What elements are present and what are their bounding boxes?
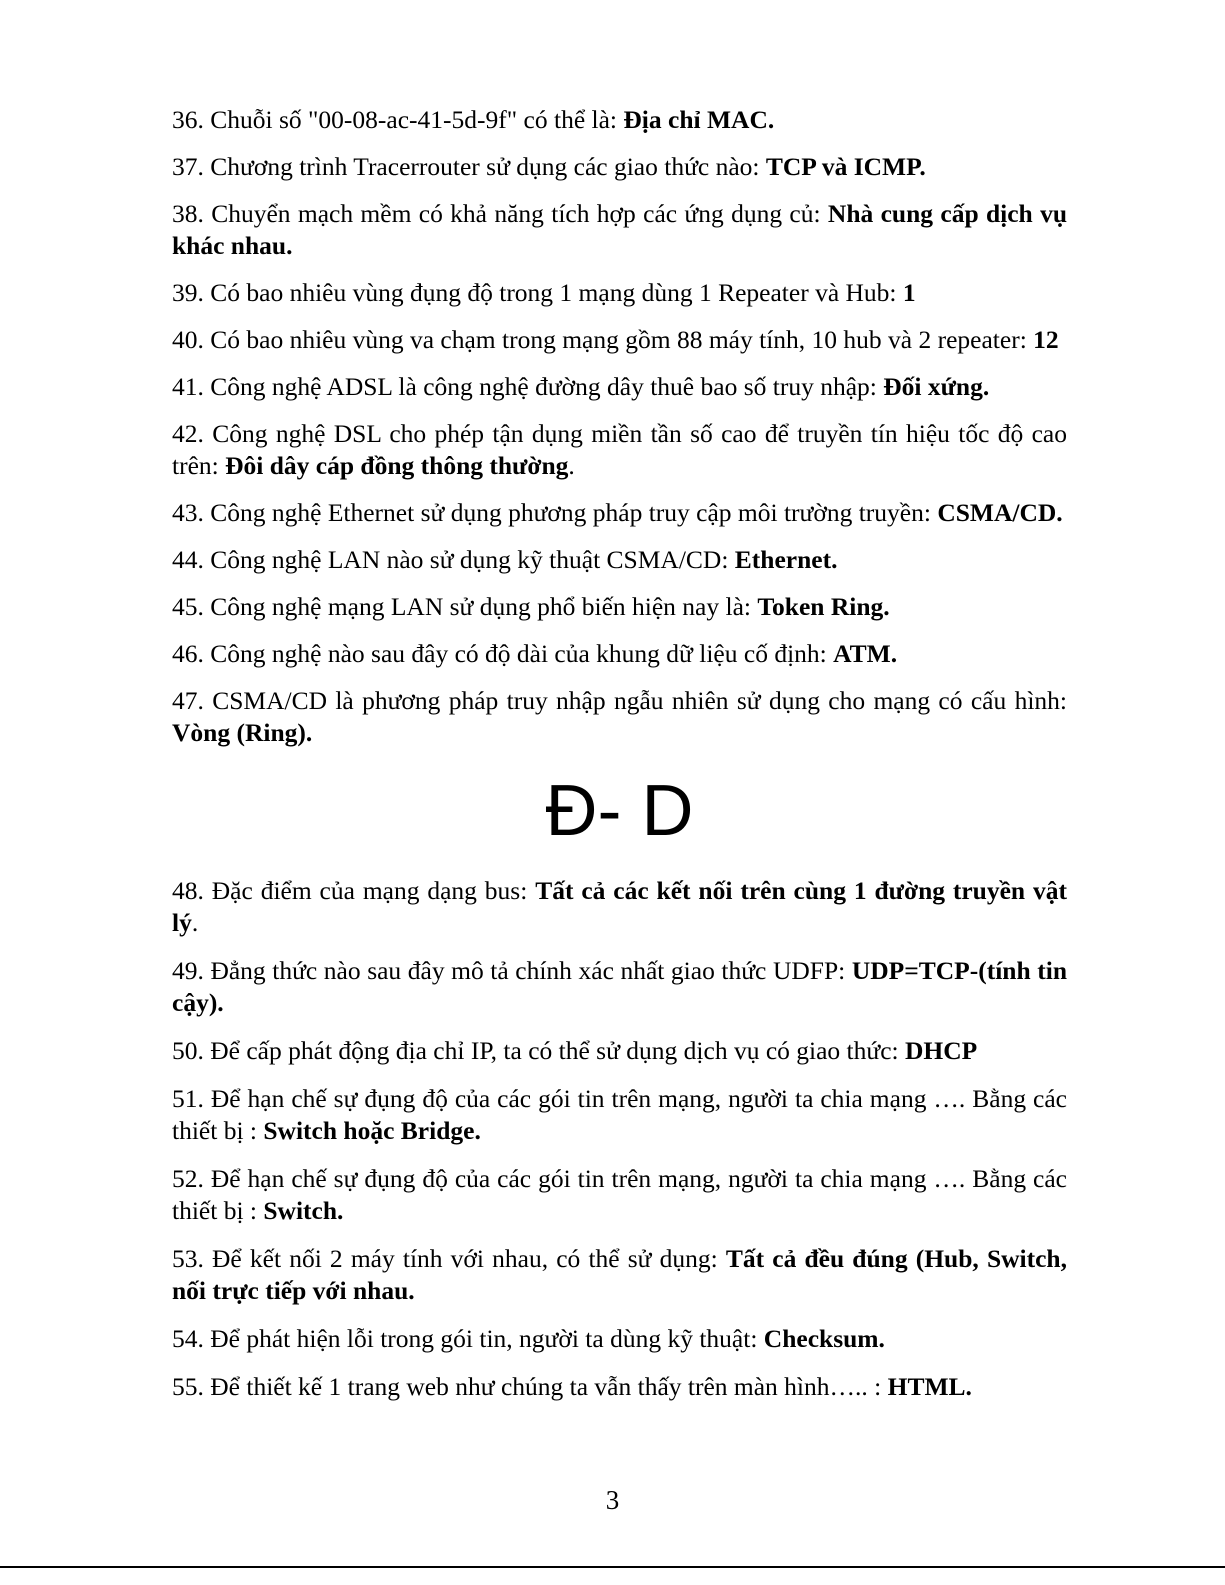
answer-text: Token Ring. (757, 592, 890, 621)
answer-text: Đối xứng. (883, 372, 990, 401)
bottom-rule (0, 1566, 1225, 1568)
qa-item-45 (172, 591, 1067, 623)
answer-text: Vòng (Ring). (172, 718, 313, 747)
qa-item-36 (172, 104, 1067, 136)
question-text: 49. Đẳng thức nào sau đây mô tả chính xác nhất giao thức UDFP: (172, 956, 852, 985)
question-text: 37. Chương trình Tracerrouter sử dụng các giao thức nào: (172, 152, 766, 181)
qa-item-42 (172, 418, 1067, 482)
answer-text: Nhà cung cấp dịch vụ khác nhau. (172, 199, 1068, 260)
qa-item-55 (172, 1371, 1067, 1403)
qa-item-40 (172, 324, 1067, 356)
question-text: 47. CSMA/CD là phương pháp truy nhập ngẫu nhiên sử dụng cho mạng có cấu hình: (172, 686, 1067, 715)
answer-tail: . (191, 908, 199, 937)
answer-text: CSMA/CD. (937, 498, 1063, 527)
question-text: 54. Để phát hiện lỗi trong gói tin, người ta dùng kỹ thuật: (172, 1324, 764, 1353)
qa-item-48 (172, 875, 1067, 939)
question-text: 44. Công nghệ LAN nào sử dụng kỹ thuật CSMA/CD: (172, 545, 735, 574)
question-text: 48. Đặc điểm của mạng dạng bus: (172, 876, 536, 905)
answer-text: Switch. (263, 1196, 344, 1225)
qa-item-41 (172, 371, 1067, 403)
answer-text: HTML. (887, 1372, 972, 1401)
question-text: 42. Công nghệ DSL cho phép tận dụng miền tần số cao để truyền tín hiệu tốc độ cao trên: (172, 419, 1067, 480)
answer-text: DHCP (904, 1036, 978, 1065)
question-text: 53. Để kết nối 2 máy tính với nhau, có thể sử dụng: (172, 1244, 726, 1273)
answer-text: UDP=TCP-(tính tin cậy). (172, 956, 1068, 1017)
qa-item-51 (172, 1083, 1067, 1147)
qa-item-53 (172, 1243, 1067, 1307)
answer-text: Checksum. (763, 1324, 885, 1353)
qa-item-47 (172, 685, 1067, 749)
qa-item-49 (172, 955, 1067, 1019)
question-text: 39. Có bao nhiêu vùng đụng độ trong 1 mạng dùng 1 Repeater và Hub: (172, 278, 903, 307)
answer-text: 1 (902, 278, 916, 307)
answer-text: Đôi dây cáp đồng thông thường (225, 451, 569, 480)
question-text: 52. Để hạn chế sự đụng độ của các gói tin trên mạng, người ta chia mạng …. Bằng các thiết bị : (172, 1164, 1067, 1225)
question-text: 51. Để hạn chế sự đụng độ của các gói tin trên mạng, người ta chia mạng …. Bằng các thiết bị : (172, 1084, 1067, 1145)
answer-text: TCP và ICMP. (765, 152, 926, 181)
qa-item-39 (172, 277, 1067, 309)
answer-text: Switch hoặc Bridge. (263, 1116, 481, 1145)
answer-text: ATM. (833, 639, 898, 668)
answer-text: Địa chỉ MAC. (623, 105, 775, 134)
question-text: 36. Chuỗi số "00-08-ac-41-5d-9f" có thể là: (172, 105, 624, 134)
section-heading: Đ- D (545, 771, 694, 851)
answer-text: 12 (1033, 325, 1059, 354)
qa-item-43 (172, 497, 1067, 529)
answer-text: Ethernet. (734, 545, 838, 574)
answer-tail: . (568, 451, 575, 480)
document-body (172, 104, 1067, 1419)
qa-item-38 (172, 198, 1067, 262)
qa-item-37 (172, 151, 1067, 183)
qa-item-44 (172, 544, 1067, 576)
question-text: 46. Công nghệ nào sau đây có độ dài của khung dữ liệu cố định: (172, 639, 834, 668)
question-text: 41. Công nghệ ADSL là công nghệ đường dây thuê bao số truy nhập: (172, 372, 884, 401)
page-number: 3 (605, 1485, 620, 1515)
question-text: 40. Có bao nhiêu vùng va chạm trong mạng gồm 88 máy tính, 10 hub và 2 repeater: (172, 325, 1034, 354)
answer-text: Tất cả các kết nối trên cùng 1 đường truyền vật lý (172, 876, 1067, 937)
answer-text: Tất cả đều đúng (Hub, Switch, nối trực tiếp với nhau. (172, 1244, 1067, 1305)
qa-item-52 (172, 1163, 1067, 1227)
qa-item-50 (172, 1035, 1067, 1067)
question-text: 45. Công nghệ mạng LAN sử dụng phổ biến hiện nay là: (172, 592, 758, 621)
question-text: 55. Để thiết kế 1 trang web như chúng ta vẫn thấy trên màn hình….. : (172, 1372, 888, 1401)
question-text: 38. Chuyển mạch mềm có khả năng tích hợp các ứng dụng củ: (172, 199, 828, 228)
question-text: 50. Để cấp phát động địa chỉ IP, ta có thể sử dụng dịch vụ có giao thức: (172, 1036, 905, 1065)
qa-item-54 (172, 1323, 1067, 1355)
qa-item-46 (172, 638, 1067, 670)
question-text: 43. Công nghệ Ethernet sử dụng phương pháp truy cập môi trường truyền: (172, 498, 938, 527)
